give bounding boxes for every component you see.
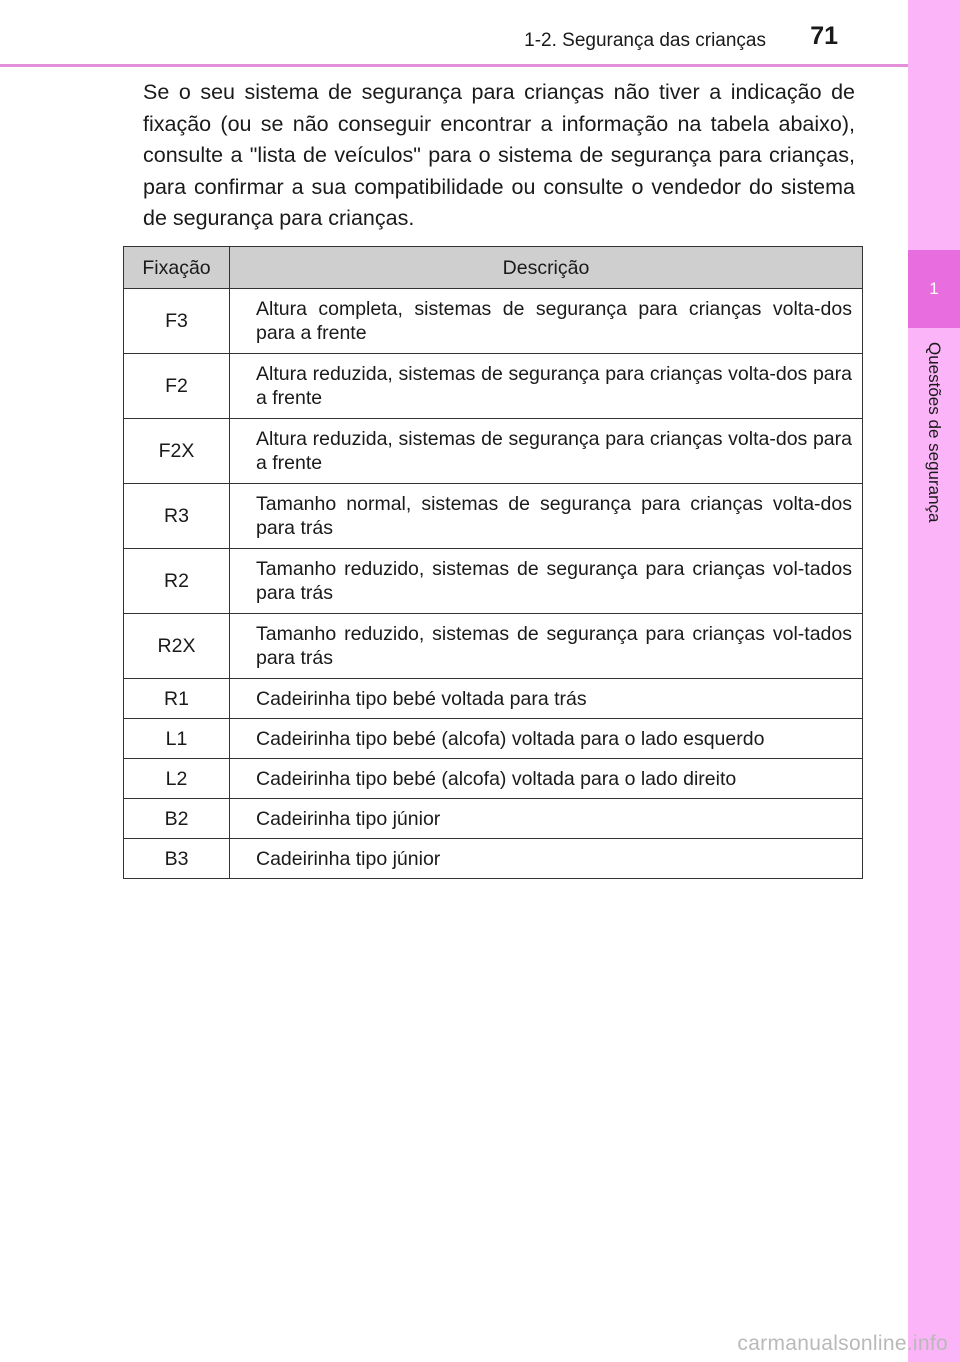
column-header-fixation: Fixação xyxy=(124,247,230,289)
fixation-code: R2 xyxy=(124,549,230,614)
watermark-text: carmanualsonline.info xyxy=(737,1332,948,1355)
fixation-description: Cadeirinha tipo júnior xyxy=(230,799,863,839)
fixation-description: Tamanho normal, sistemas de segurança para crianças volta-dos para trás xyxy=(230,484,863,549)
intro-paragraph: Se o seu sistema de segurança para crianças não tiver a indicação de fixação (ou se não conseguir encontrar a informação na tabela abaixo), consulte a "lista de veículos" para o sistema de segurança para crianças, para confirmar a sua compatibilidade ou consulte o vendedor do sistema de segurança para crianças. xyxy=(143,80,855,230)
table-row xyxy=(124,614,863,679)
column-header-description: Descrição xyxy=(230,247,863,289)
fixation-description: Altura completa, sistemas de segurança para crianças volta-dos para a frente xyxy=(230,289,863,354)
fixation-description: Tamanho reduzido, sistemas de segurança para crianças vol-tados para trás xyxy=(230,614,863,679)
fixation-description: Altura reduzida, sistemas de segurança para crianças volta-dos para a frente xyxy=(230,354,863,419)
fixation-code: F2X xyxy=(124,419,230,484)
fixation-description: Cadeirinha tipo bebé (alcofa) voltada para o lado esquerdo xyxy=(230,719,863,759)
table-row xyxy=(124,484,863,549)
table-row xyxy=(124,759,863,799)
fixation-description: Cadeirinha tipo bebé (alcofa) voltada para o lado direito xyxy=(230,759,863,799)
table-row xyxy=(124,719,863,759)
fixation-code: F2 xyxy=(124,354,230,419)
fixation-description: Cadeirinha tipo bebé voltada para trás xyxy=(230,679,863,719)
fixation-table xyxy=(123,246,863,879)
table-row xyxy=(124,549,863,614)
table-row xyxy=(124,679,863,719)
fixation-description: Tamanho reduzido, sistemas de segurança para crianças vol-tados para trás xyxy=(230,549,863,614)
fixation-code: R3 xyxy=(124,484,230,549)
table-row xyxy=(124,289,863,354)
table-header-row xyxy=(124,247,863,289)
fixation-code: L2 xyxy=(124,759,230,799)
fixation-code: F3 xyxy=(124,289,230,354)
chapter-number: 1 xyxy=(908,250,960,328)
table-row xyxy=(124,799,863,839)
table-row xyxy=(124,354,863,419)
page-number: 71 xyxy=(810,22,838,50)
fixation-code: B2 xyxy=(124,799,230,839)
table-row xyxy=(124,419,863,484)
chapter-side-tab xyxy=(908,0,960,1362)
table-row xyxy=(124,839,863,879)
fixation-code: B3 xyxy=(124,839,230,879)
fixation-description: Cadeirinha tipo júnior xyxy=(230,839,863,879)
page-header xyxy=(0,0,908,67)
fixation-description: Altura reduzida, sistemas de segurança para crianças volta-dos para a frente xyxy=(230,419,863,484)
fixation-code: R2X xyxy=(124,614,230,679)
section-title: 1-2. Segurança das crianças xyxy=(524,30,766,51)
fixation-code: L1 xyxy=(124,719,230,759)
chapter-title: Questões de segurança xyxy=(925,342,944,523)
fixation-code: R1 xyxy=(124,679,230,719)
